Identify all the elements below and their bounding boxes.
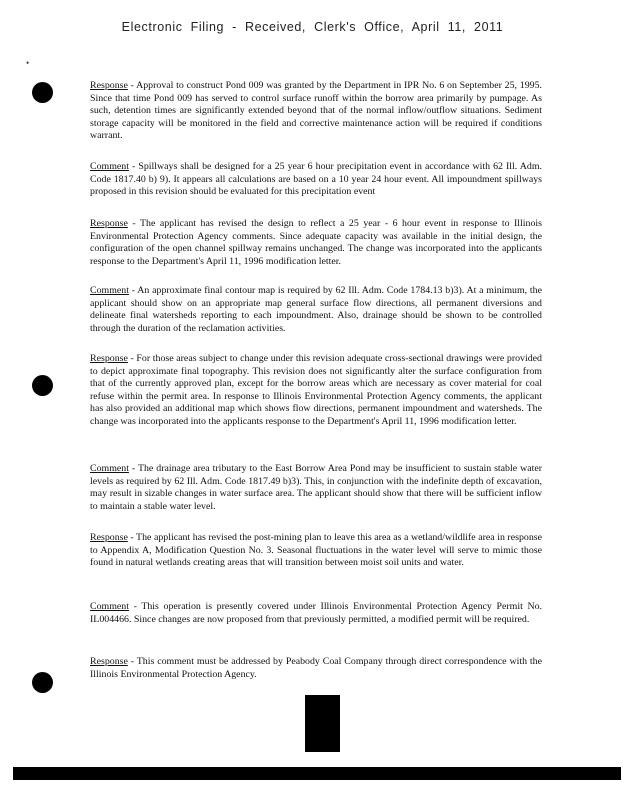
paragraph-text: - An approximate final contour map is required by 62 Ill. Adm. Code 1784.13 b)3). At a minimum, the applicant should show on an appropriate map general surface flow directions, all permanent diversions and delineate final watersheds reporting to each impoundment. Also, drainage should be shown to be controlled through the duration of the reclamation activities.: [90, 285, 542, 334]
comment-paragraph-3: [90, 463, 542, 513]
punch-hole-bottom: [32, 672, 53, 693]
comment-paragraph-1: [90, 161, 542, 199]
paragraph-text: - The drainage area tributary to the East Borrow Area Pond may be insufficient to sustain stable water levels as required by 62 Ill. Adm. Code 1817.49 b)3). This, in conjunction with the indefinite depth of excavation, may result in sizable changes in water surface area. The applicant should show that there will be sufficient inflow to maintain a stable water level.: [90, 463, 542, 512]
paragraph-lead: Comment: [90, 463, 129, 474]
paragraph-text: - The applicant has revised the post-mining plan to leave this area as a wetland/wildlife area in response to Appendix A, Modification Question No. 3. Seasonal fluctuations in the water level will serve to mimic those found in natural wetlands creating areas that will transition between moist soil units and water.: [90, 532, 542, 569]
response-paragraph-2: [90, 218, 542, 268]
response-paragraph-5: [90, 656, 542, 681]
punch-hole-middle: [32, 375, 53, 396]
response-paragraph-4: [90, 532, 542, 570]
paragraph-text: - The applicant has revised the design to reflect a 25 year - 6 hour event in response to Illinois Environmental Protection Agency comments. Since adequate capacity was available in the initial design, the configuration of the open channel spillway remains unchanged. The change was incorporated into the applicants response to the Department's April 11, 1996 modification letter.: [90, 218, 542, 267]
filing-stamp: Electronic Filing - Received, Clerk's Office, April 11, 2011: [121, 20, 504, 34]
paragraph-text: - This operation is presently covered under Illinois Environmental Protection Agency Permit No. IL004466. Since changes are now proposed from that previously permitted, a modified permit will be required.: [90, 601, 542, 625]
paragraph-lead: Response: [90, 656, 128, 667]
punch-hole-top: [32, 82, 53, 103]
paragraph-lead: Response: [90, 353, 128, 364]
margin-mark: •: [26, 58, 30, 68]
paragraph-lead: Response: [90, 218, 128, 229]
paragraph-lead: Response: [90, 532, 128, 543]
paragraph-text: - Approval to construct Pond 009 was granted by the Department in IPR No. 6 on September 25, 1995. Since that time Pond 009 has served to control surface runoff within the borrow area primarily by pumpage. As such, detention times are significantly extended beyond that of the normal inflow/outflow situations. Sediment storage capacity will be monitored in the field and corrective maintenance action will be required if conditions warrant.: [90, 80, 542, 142]
paragraph-text: - Spillways shall be designed for a 25 year 6 hour precipitation event in accordance with 62 Ill. Adm. Code 1817.40 b) 9). It appears all calculations are based on a 10 year 24 hour event. All impoundment spillways proposed in this revision should be evaluated for this precipitation event: [90, 161, 542, 198]
response-paragraph-1: [90, 80, 542, 143]
comment-paragraph-2: [90, 285, 542, 335]
paragraph-lead: Comment: [90, 161, 129, 172]
comment-paragraph-4: [90, 601, 542, 626]
scan-edge-bar: [13, 767, 621, 780]
paragraph-lead: Comment: [90, 285, 129, 296]
paragraph-text: - This comment must be addressed by Peabody Coal Company through direct correspondence with the Illinois Environmental Protection Agency.: [90, 656, 542, 680]
paragraph-text: - For those areas subject to change under this revision adequate cross-sectional drawings were provided to depict approximate final topography. This revision does not significantly alter the surface configuration from that of the currently approved plan, except for the borrow areas which are necessary as cover material for coal refuse within the permit area. In response to Illinois Environmental Protection Agency comments, the applicant has also provided an additional map which shows flow directions, permanent impoundment and watersheds. The change was incorporated into the applicants response to the Department's April 11, 1996 modification letter.: [90, 353, 542, 427]
response-paragraph-3: [90, 353, 542, 429]
paragraph-lead: Response: [90, 80, 128, 91]
redaction-block: [305, 695, 340, 752]
paragraph-lead: Comment: [90, 601, 129, 612]
